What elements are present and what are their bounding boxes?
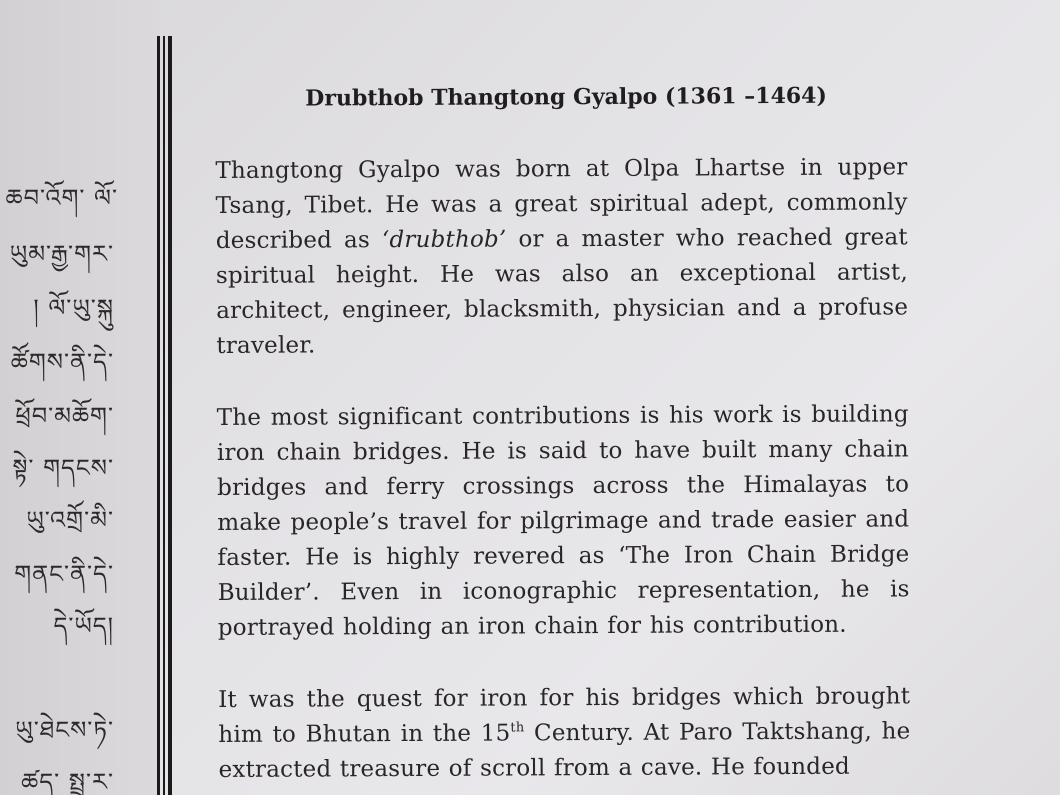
tibetan-text-line: གནང་ནི་དེ་ <box>14 560 114 588</box>
tibetan-text-line: ཆབ་འོག་ ལོ་ <box>5 184 118 212</box>
tibetan-text-line: ཡུ་ཐེངས་ཏེ་ <box>15 716 114 744</box>
paragraph-bhutan <box>218 679 911 788</box>
vertical-divider-line <box>168 36 172 795</box>
tibetan-text-line: ཡུ་འགྲོ་མི་ <box>26 506 114 534</box>
paragraph-biography <box>215 150 908 364</box>
paragraph-text: or a master who reached great spiritual height. He was also an exceptional artist, architect, engineer, blacksmith, physician and a profuse traveler. <box>215 224 909 359</box>
ordinal-superscript: th <box>510 720 525 736</box>
italic-term: ‘drubthob’ <box>381 226 507 254</box>
tibetan-text-line: ཡུམ་རྒྱ་གར་ <box>9 240 114 268</box>
paragraph-text: Century. At Paro Taktshang, he extracted treasure of scroll from a cave. He founded <box>218 718 911 783</box>
tibetan-text-line: ཕྲོབ་མཆོག་ <box>15 402 114 430</box>
adjacent-tibetan-panel <box>0 0 158 795</box>
tibetan-text-line: ཚོགས་ནི་དེ་ <box>10 348 114 376</box>
paragraph-bridges: The most significant contributions is his work is building iron chain bridges. He is said to have built many chain bridges and ferry crossings across the Himalayas to make people’s travel for pilgrimage and trade easier and faster. He is highly revered as ‘The Iron Chain Bridge Builder’. Even in iconographic representation, he is portrayed holding an iron chain for his contribution. <box>216 401 910 641</box>
article-title: Drubthob Thangtong Gyalpo (1361 –1464) <box>305 82 827 112</box>
paragraph-text: It was the quest for iron for his bridges which brought him to Bhutan in the 15 <box>218 683 911 748</box>
tibetan-text-line: དེ་ཡོད། <box>53 612 114 640</box>
article-panel <box>215 82 911 795</box>
tibetan-text-line: སྟེ་ གདངས་ <box>12 454 114 482</box>
vertical-divider-line <box>163 36 165 795</box>
vertical-divider-line <box>157 36 160 795</box>
tibetan-text-line: ། ལོ་ཡུ་སྐུ <box>33 294 114 322</box>
paragraph-text: Thangtong Gyalpo was born at Olpa Lhartse in upper Tsang, Tibet. He was a great spiritual adept, commonly described as <box>215 154 908 254</box>
tibetan-text-line: ཚད་ སྤྲུ་ར་ <box>21 768 114 795</box>
